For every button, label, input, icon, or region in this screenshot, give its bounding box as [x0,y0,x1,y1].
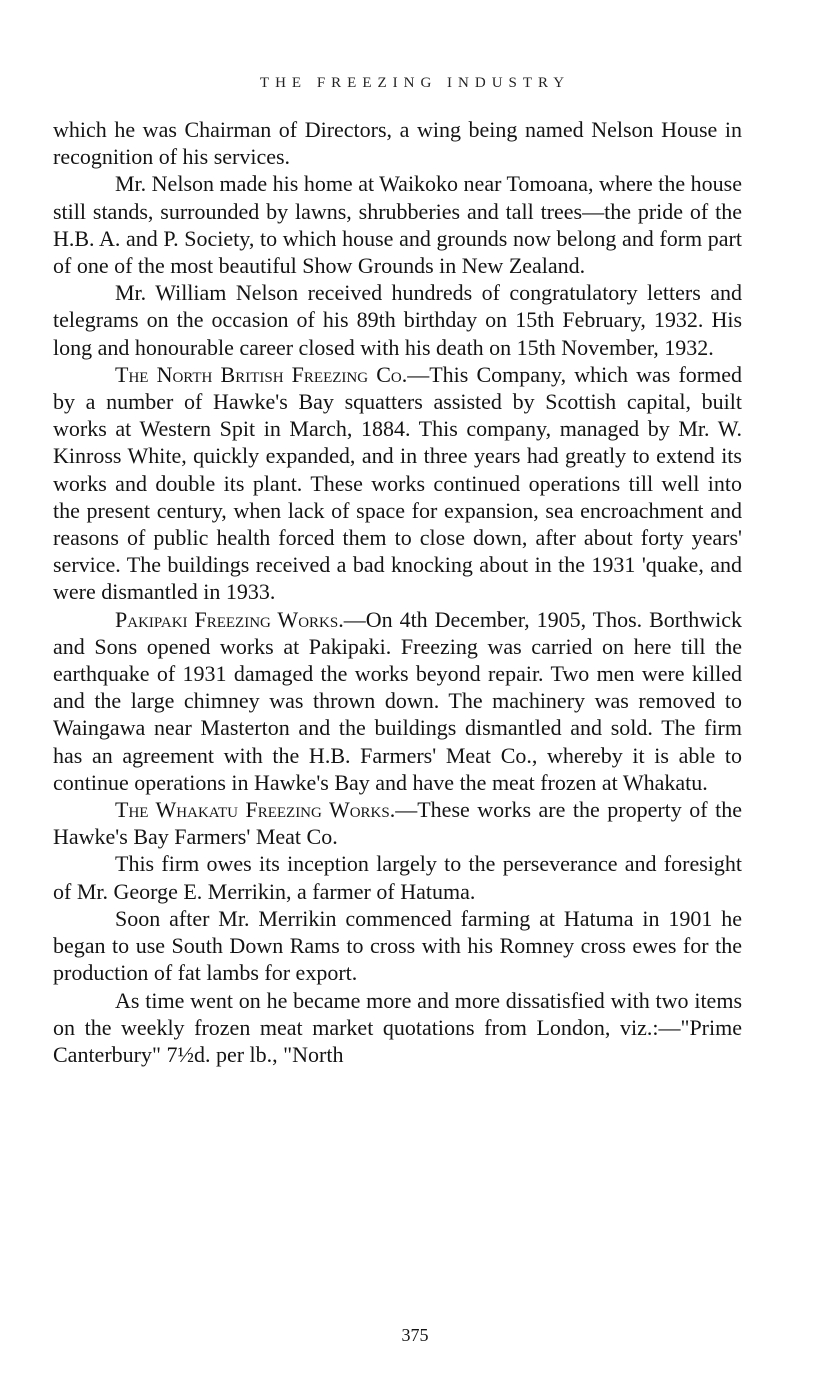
paragraph-2 [53,170,742,279]
paragraph-9 [53,987,742,1069]
running-head: THE FREEZING INDUSTRY [259,75,571,91]
body-text [53,116,742,1068]
paragraph-text: Mr. Nelson made his home at Waikoko near Tomoana, where the house still stands, surrounded by lawns, shrubberies and tall trees—the pride of the H.B. A. and P. Society, to which house and grounds now belong and form part of one of the most beautiful Show Grounds in New Zealand. [53,171,742,279]
section-heading: Pakipaki Freezing Works. [115,606,344,632]
paragraph-north-british [53,361,742,606]
paragraph-text: —On 4th December, 1905, Thos. Borthwick and Sons opened works at Pakipaki. Freezing was carried on here till the earthquake of 1931 damaged the works beyond repair. Two men were killed and the large chimney was thrown down. The machinery was removed to Waingawa near Masterton and the buildings dismantled and sold. The firm has an agreement with the H.B. Farmers' Meat Co., whereby it is able to continue operations in Hawke's Bay and have the meat frozen at Whakatu. [53,606,743,795]
paragraph-7 [53,850,742,904]
paragraph-text: Mr. William Nelson received hundreds of congratulatory letters and telegrams on the occasion of his 89th birthday on 15th February, 1932. His long and honourable career closed with his death on 15th November, 1932. [53,280,742,360]
paragraph-whakatu [53,796,742,850]
paragraph-3 [53,279,742,361]
paragraph-text: As time went on he became more and more dissatisfied with two items on the weekly frozen meat market quotations from London, viz.:—"Prime Canterbury" 7½d. per lb., "North [53,987,742,1067]
paragraph-8 [53,905,742,987]
paragraph-pakipaki [53,606,742,796]
paragraph-text: —This Company, which was formed by a number of Hawke's Bay squatters assisted by Scottish capital, built works at Western Spit in March, 1884. This company, managed by Mr. W. Kinross White, quickly expanded, and in three years had greatly to extend its works and double its plant. These works continued operations till well into the present century, when lack of space for expansion, sea encroachment and reasons of public health forced them to close down, after about forty years' service. The buildings received a bad knocking about in the 1931 'quake, and were dismantled in 1933. [53,361,742,605]
section-heading: The Whakatu Freezing Works. [115,797,396,823]
paragraph-text: Soon after Mr. Merrikin commenced farming at Hatuma in 1901 he began to use South Down Rams to cross with his Romney cross ewes for the production of fat lambs for export. [53,905,742,986]
paragraph-text: —These works are the property of the Hawke's Bay Farmers' Meat Co. [53,797,742,850]
section-heading: The North British Freezing Co. [115,361,408,387]
paragraph-text: This firm owes its inception largely to the perseverance and foresight of Mr. George E. Merrikin, a farmer of Hatuma. [53,851,742,904]
paragraph-1 [53,116,742,170]
paragraph-text: which he was Chairman of Directors, a wing being named Nelson House in recognition of his services. [53,117,742,170]
page-number: 375 [401,1325,429,1345]
